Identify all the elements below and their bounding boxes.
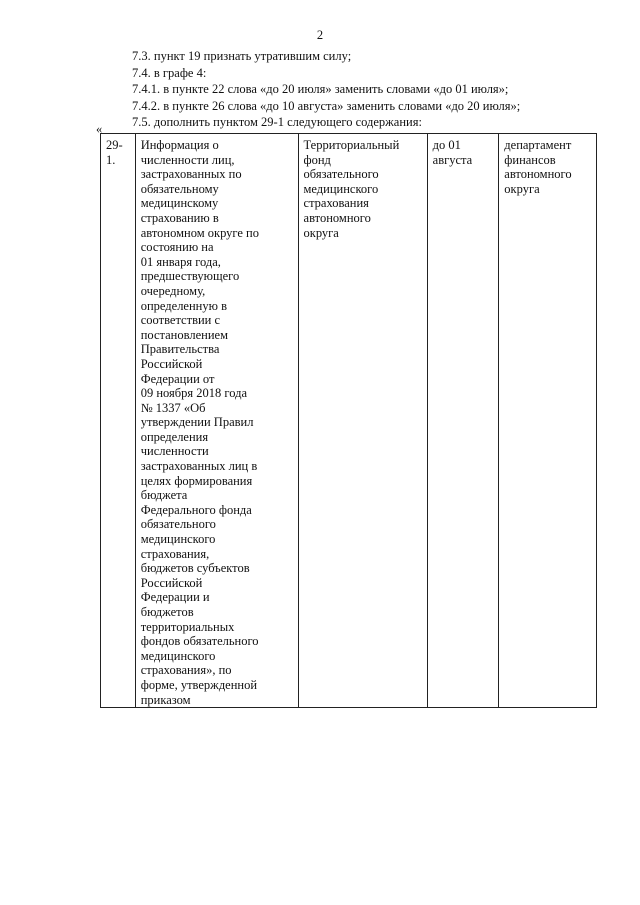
info-line: 09 ноября 2018 года <box>140 386 248 401</box>
responsible-line: автономного <box>504 167 572 182</box>
info-line: Федерации и <box>140 590 210 605</box>
organization-line: Территориальный <box>303 138 400 152</box>
row-number-cell <box>101 134 136 708</box>
info-line: фондов обязательного <box>140 634 259 649</box>
organization-line: автономного <box>303 210 371 225</box>
page-number: 2 <box>316 28 324 42</box>
organization-line: медицинского <box>303 181 379 196</box>
info-line: форме, утвержденной <box>140 677 258 692</box>
opening-quote-mark: « <box>96 122 103 136</box>
info-line: страхованию в <box>140 210 219 225</box>
info-line: предшествующего <box>140 269 240 284</box>
amendment-line-7-4-2: 7.4.2. в пункте 26 слова «до 10 августа» заменить словами «до 20 июля»; <box>132 98 521 113</box>
info-cell <box>135 134 298 708</box>
responsible-cell <box>499 134 597 708</box>
responsible-line: департамент <box>504 138 572 152</box>
info-line: Правительства <box>140 342 220 357</box>
info-line: бюджета <box>140 488 188 503</box>
info-line: автономном округе по <box>140 225 259 240</box>
info-line: состоянию на <box>140 240 214 255</box>
info-line: определения <box>140 429 209 444</box>
info-line: Федерального фонда <box>140 502 252 517</box>
info-line: застрахованных лиц в <box>140 459 258 474</box>
organization-line: фонд <box>303 152 331 167</box>
responsible-line: округа <box>504 181 540 196</box>
info-line: страхования, <box>140 546 210 561</box>
info-line: соответствии с <box>140 313 221 328</box>
info-line: бюджетов <box>140 605 194 619</box>
info-line: территориальных <box>140 619 235 634</box>
amendment-line-7-5: 7.5. дополнить пунктом 29-1 следующего содержания: <box>132 115 422 130</box>
amendment-line-7-4-1: 7.4.1. в пункте 22 слова «до 20 июля» заменить словами «до 01 июля»; <box>132 82 509 97</box>
organization-line: обязательного <box>303 167 379 182</box>
info-line: приказом <box>140 692 191 707</box>
amendment-line-7-4: 7.4. в графе 4: <box>132 65 207 80</box>
info-line: определенную в <box>140 298 227 313</box>
info-line: численности лиц, <box>140 152 235 167</box>
deadline-cell <box>427 134 499 708</box>
info-line: обязательного <box>140 517 216 532</box>
organization-line: страхования <box>303 196 369 211</box>
info-line: 01 января года, <box>140 254 221 269</box>
info-line: целях формирования <box>140 473 253 488</box>
info-line: медицинского <box>140 648 216 663</box>
info-line: постановлением <box>140 327 228 342</box>
info-line: Российской <box>140 356 203 371</box>
info-line: Информация о <box>140 138 219 152</box>
info-line: очередному, <box>140 283 206 298</box>
deadline-line: до 01 <box>432 138 461 152</box>
amendment-intro <box>132 48 612 131</box>
info-line: застрахованных по <box>140 167 242 182</box>
info-line: Федерации от <box>140 371 215 386</box>
info-line: № 1337 «Об <box>140 400 206 415</box>
info-line: бюджетов субъектов <box>140 561 250 576</box>
responsible-line: финансов <box>504 152 556 167</box>
info-line: обязательному <box>140 181 219 196</box>
info-line: численности <box>140 444 209 459</box>
info-line: страхования», по <box>140 663 232 678</box>
organization-line: округа <box>303 225 339 240</box>
info-line: Российской <box>140 575 203 590</box>
plan-table <box>100 133 597 708</box>
info-line: медицинскому <box>140 196 219 211</box>
info-line: утверждении Правил <box>140 415 254 430</box>
deadline-line: августа <box>432 152 473 167</box>
row-number: 29-1. <box>106 138 123 167</box>
table-row <box>101 134 597 708</box>
amendment-line-7-3: 7.3. пункт 19 признать утратившим силу; <box>132 49 352 63</box>
info-line: медицинского <box>140 532 216 547</box>
organization-cell <box>298 134 427 708</box>
